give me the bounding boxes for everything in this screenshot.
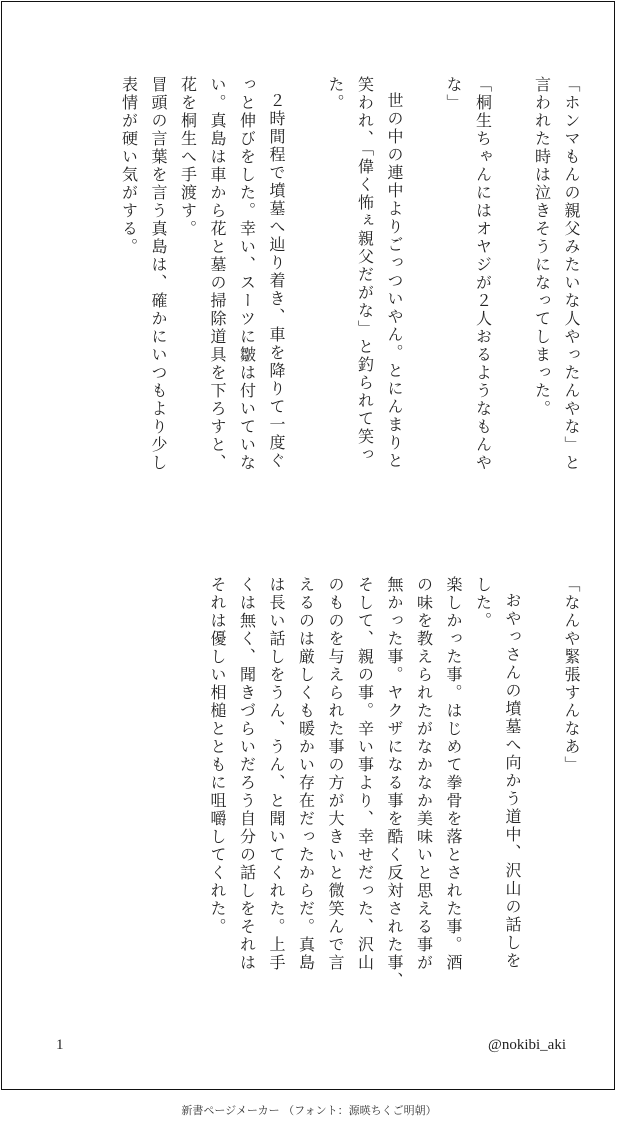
text-line: の味を教えられたがなかなか美味いと思える事が	[414, 576, 434, 972]
text-line: 表情が硬い気がする。	[119, 76, 139, 256]
lower-text-block	[26, 576, 586, 1036]
text-line: 笑われ、「偉く怖ぇ親父だがな」と釣られて笑っ	[355, 76, 375, 464]
upper-text-block	[26, 76, 586, 536]
page-number: 1	[56, 1037, 64, 1053]
manuscript-page	[1, 1, 615, 1090]
text-line: 無かった事。ヤクザになる事を酷く反対された事、	[385, 576, 404, 990]
text-line: は長い話しをうん、うん、と聞いてくれた。上手	[267, 576, 286, 972]
generator-credit: 新書ページメーカー （フォント：源暎ちくご明朝）	[181, 1104, 437, 1117]
text-line: 世の中の連中よりごっついやん。とにんまりと	[385, 92, 404, 470]
text-line: 「桐生ちゃんにはオヤジが２人おるようなもんや	[473, 76, 493, 472]
blank-line	[291, 76, 321, 77]
text-line: 「ホンマもんの親父みたいな人やったんやな」と	[562, 76, 581, 472]
text-line: した。	[473, 576, 493, 630]
blank-line	[527, 576, 557, 577]
text-line: ２時間程で墳墓へ辿り着き、車を降りて一度ぐ	[267, 92, 286, 470]
text-line: 言われた時は泣きそうになってしまった。	[532, 76, 552, 418]
blank-line	[409, 76, 439, 77]
author-handle: @nokibi_aki	[488, 1037, 566, 1053]
text-line: えるのは厳しくも暖かい存在だったからだ。真島	[296, 576, 316, 972]
text-line: っと伸びをした。幸い、スーツに皺は付いていな	[237, 76, 257, 472]
text-line: 花を桐生へ手渡す。	[178, 76, 198, 238]
text-line: そして、親の事。辛い事より、幸せだった、沢山	[355, 576, 375, 972]
text-line: た。	[326, 76, 345, 112]
text-line: それは優しい相槌とともに咀嚼してくれた。	[208, 576, 227, 936]
text-line: くは無く、聞きづらいだろう自分の話しをそれは	[237, 576, 257, 972]
text-line: 「なんや緊張すんなあ」	[562, 576, 581, 774]
text-line: な」	[444, 76, 463, 112]
text-line: 楽しかった事。はじめて拳骨を落とされた事。酒	[444, 576, 463, 972]
text-line: おやっさんの墳墓へ向かう道中、沢山の話しを	[503, 592, 522, 970]
blank-line	[498, 76, 528, 77]
text-line: 冒頭の言葉を言う真島は、確かにいつもより少し	[149, 76, 168, 472]
text-line: のものを与えられた事の方が大きいと微笑んで言	[326, 576, 345, 972]
text-line: い。真島は車から花と墓の掃除道具を下ろすと、	[208, 76, 227, 472]
